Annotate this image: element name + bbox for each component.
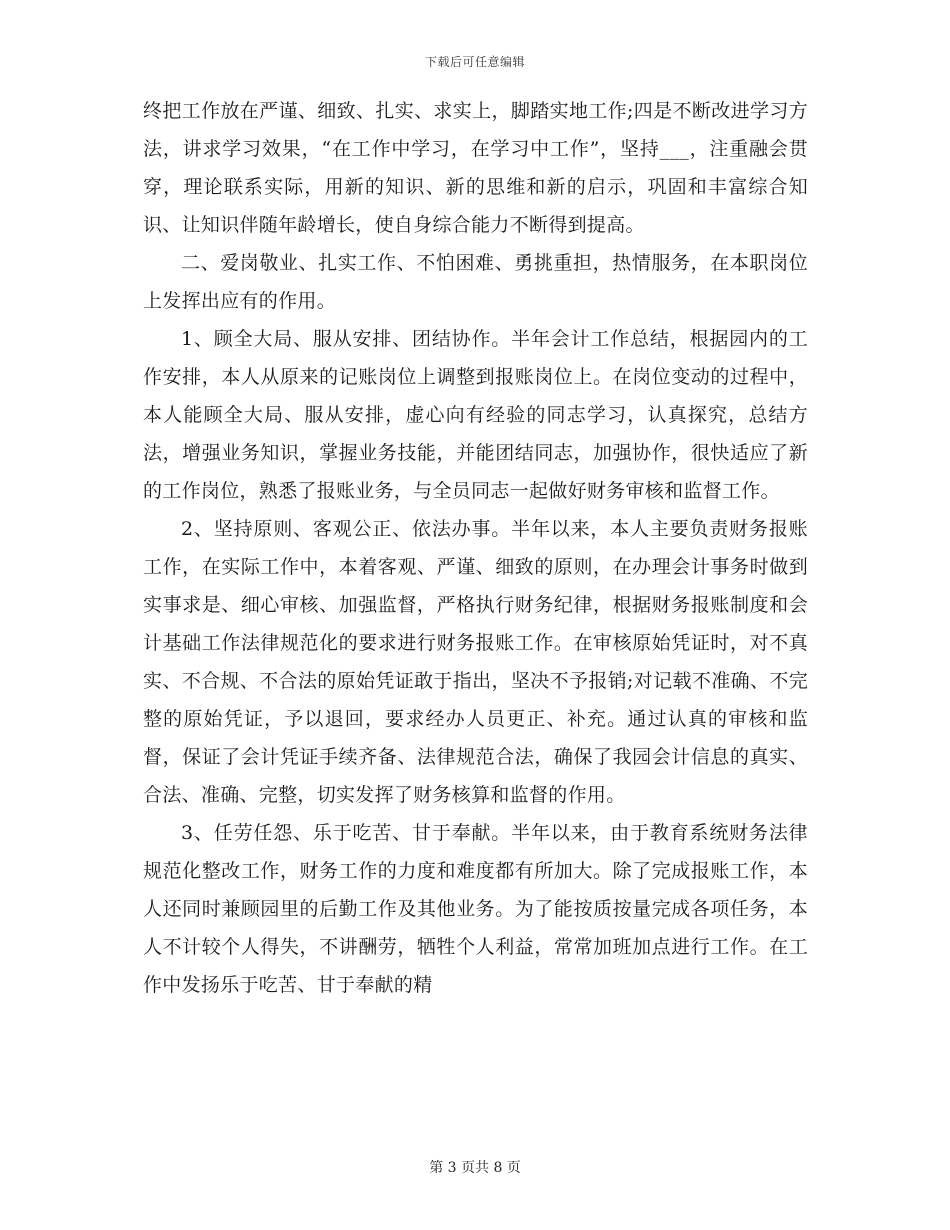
page-header: 下载后可任意编辑 <box>424 55 525 69</box>
paragraph-3: 1、顾全大局、服从安排、团结协作。半年会计工作总结，根据园内的工作安排，本人从原来的记账岗位上调整到报账岗位上。在岗位变动的过程中，本人能顾全大局、服从安排，虚心向有经验的同志学习，认真探究，总结方法，增强业务知识，掌握业务技能，并能团结同志，加强协作，很快适应了新的工作岗位，熟悉了报账业务，与全员同志一起做好财务审核和监督工作。 <box>143 328 808 502</box>
paragraph-4: 2、坚持原则、客观公正、依法办事。半年以来，本人主要负责财务报账工作，在实际工作中，本着客观、严谨、细致的原则，在办理会计事务时做到实事求是、细心审核、加强监督，严格执行财务纪律，根据财务报账制度和会计基础工作法律规范化的要求进行财务报账工作。在审核原始凭证时，对不真实、不合规、不合法的原始凭证敢于指出，坚决不予报销;对记载不准确、不完整的原始凭证，予以退回，要求经办人员更正、补充。通过认真的审核和监督，保证了会计凭证手续齐备、法律规范合法，确保了我园会计信息的真实、合法、准确、完整，切实发挥了财务核算和监督的作用。 <box>143 518 808 806</box>
page-footer: 第 3 页共 8 页 <box>429 1160 521 1176</box>
paragraph-5: 3、任劳任怨、乐于吃苦、甘于奉献。半年以来，由于教育系统财务法律规范化整改工作，财务工作的力度和难度都有所加大。除了完成报账工作，本人还同时兼顾园里的后勤工作及其他业务。为了能按质按量完成各项任务，本人不计较个人得失，不讲酬劳，牺牲个人利益，常常加班加点进行工作。在工作中发扬乐于吃苦、甘于奉献的精 <box>143 822 808 996</box>
paragraph-1: 终把工作放在严谨、细致、扎实、求实上，脚踏实地工作;四是不断改进学习方法，讲求学习效果，“在工作中学习，在学习中工作”，坚持___，注重融会贯穿，理论联系实际，用新的知识、新的思维和新的启示，巩固和丰富综合知识、让知识伴随年龄增长，使自身综合能力不断得到提高。 <box>143 100 808 236</box>
paragraph-2: 二、爱岗敬业、扎实工作、不怕困难、勇挑重担，热情服务，在本职岗位上发挥出应有的作用。 <box>143 252 808 312</box>
document-body <box>143 92 808 1004</box>
